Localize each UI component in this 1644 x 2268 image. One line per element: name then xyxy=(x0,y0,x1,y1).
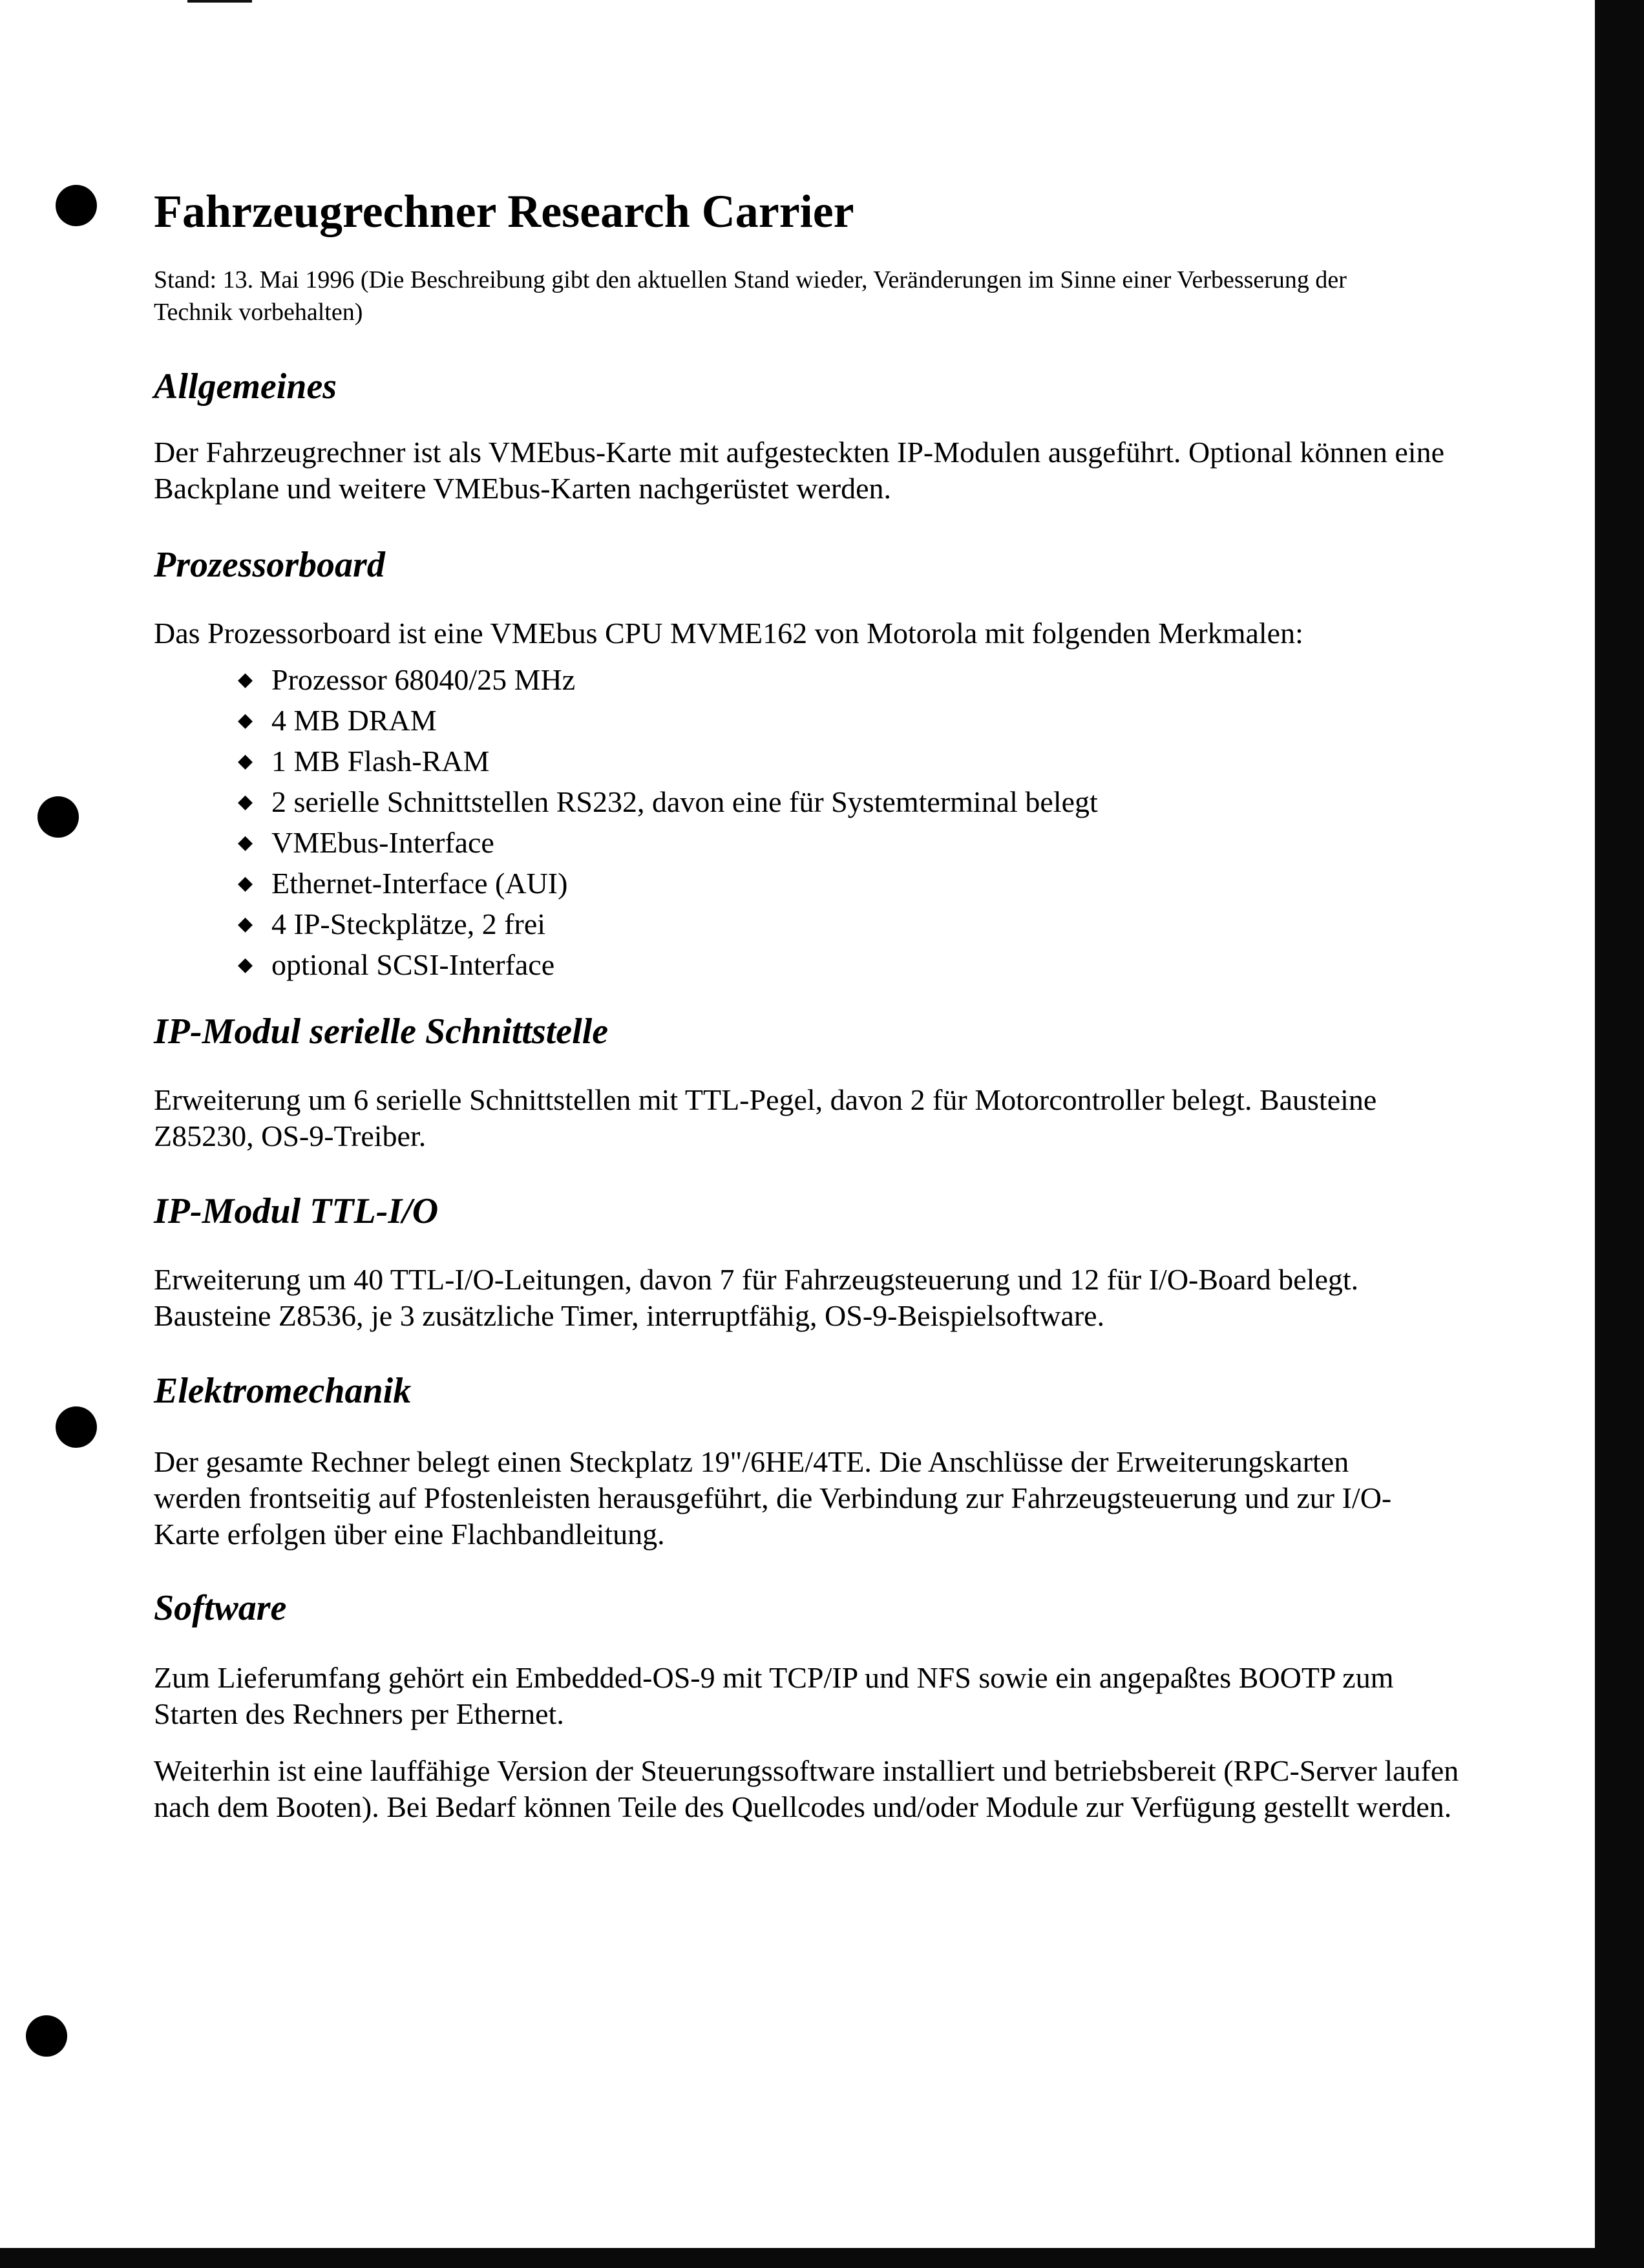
list-item-text: optional SCSI-Interface xyxy=(271,948,555,981)
paragraph-allgemeines: Der Fahrzeugrechner ist als VMEbus-Karte mit aufgesteckten IP-Modulen ausgeführt. Optional können eine Backplane und weitere VMEbus-Karten nachgerüstet werden. xyxy=(154,436,1445,505)
diamond-bullet-icon: ◆ xyxy=(238,669,253,690)
paragraph-software-1: Zum Lieferumfang gehört ein Embedded-OS-9 mit TCP/IP und NFS sowie ein angepaßtes BOOTP zum Starten des Rechners per Ethernet. xyxy=(154,1661,1394,1730)
diamond-bullet-icon: ◆ xyxy=(238,873,253,894)
list-item xyxy=(154,741,1098,781)
paragraph-elektromechanik: Der gesamte Rechner belegt einen Steckplatz 19"/6HE/4TE. Die Anschlüsse der Erweiterungskarten werden frontseitig auf Pfostenleisten herausgeführt, die Verbindung zur Fahrzeugsteuerung und zur I/O-Karte erfolgen über eine Flachbandleitung. xyxy=(154,1445,1392,1551)
punch-hole xyxy=(56,1406,97,1448)
list-item xyxy=(154,659,1098,700)
paragraph-ip-modul-seriell: Erweiterung um 6 serielle Schnittstellen mit TTL-Pegel, davon 2 für Motorcontroller belegt. Bausteine Z85230, OS-9-Treiber. xyxy=(154,1083,1377,1152)
diamond-bullet-icon: ◆ xyxy=(238,954,253,975)
paragraph-ip-modul-ttl: Erweiterung um 40 TTL-I/O-Leitungen, davon 7 für Fahrzeugsteuerung und 12 für I/O-Board belegt. Bausteine Z8536, je 3 zusätzliche Timer, interruptfähig, OS-9-Beispielsoftware. xyxy=(154,1263,1359,1332)
list-item xyxy=(154,781,1098,822)
diamond-bullet-icon: ◆ xyxy=(238,710,253,731)
heading-ip-modul-ttl: IP-Modul TTL-I/O xyxy=(154,1191,439,1231)
scan-edge-right xyxy=(1595,0,1644,2268)
list-item xyxy=(154,863,1098,904)
diamond-bullet-icon: ◆ xyxy=(238,750,253,772)
list-item xyxy=(154,944,1098,985)
status-note: Stand: 13. Mai 1996 (Die Beschreibung gibt den aktuellen Stand wieder, Veränderungen im Sinne einer Verbesserung der Technik vorbehalten) xyxy=(154,266,1347,326)
diamond-bullet-icon: ◆ xyxy=(238,913,253,935)
list-item xyxy=(154,822,1098,863)
scan-edge-bottom xyxy=(0,2248,1644,2268)
punch-hole xyxy=(37,796,79,838)
list-item xyxy=(154,904,1098,944)
punch-hole xyxy=(56,185,97,226)
list-item-text: 1 MB Flash-RAM xyxy=(271,745,490,778)
list-item-text: Prozessor 68040/25 MHz xyxy=(271,663,576,696)
list-item-text: 2 serielle Schnittstellen RS232, davon eine für Systemterminal belegt xyxy=(271,785,1098,818)
punch-hole xyxy=(26,2015,67,2057)
heading-allgemeines: Allgemeines xyxy=(154,366,337,407)
heading-ip-modul-seriell: IP-Modul serielle Schnittstelle xyxy=(154,1012,609,1052)
page-title: Fahrzeugrechner Research Carrier xyxy=(154,185,854,237)
list-item-text: VMEbus-Interface xyxy=(271,826,494,859)
heading-software: Software xyxy=(154,1588,287,1628)
paragraph-prozessorboard: Das Prozessorboard ist eine VMEbus CPU MVME162 von Motorola mit folgenden Merkmalen: xyxy=(154,617,1303,650)
heading-elektromechanik: Elektromechanik xyxy=(154,1371,412,1411)
list-item-text: 4 IP-Steckplätze, 2 frei xyxy=(271,907,546,940)
scan-mark xyxy=(187,0,252,3)
list-item xyxy=(154,700,1098,741)
list-item-text: Ethernet-Interface (AUI) xyxy=(271,867,568,900)
list-item-text: 4 MB DRAM xyxy=(271,704,437,737)
paragraph-software-2: Weiterhin ist eine lauffähige Version der Steuerungssoftware installiert und betriebsbereit (RPC-Server laufen nach dem Booten). Bei Bedarf können Teile des Quellcodes und/oder Module zur Verfügung gestellt werden. xyxy=(154,1754,1459,1823)
diamond-bullet-icon: ◆ xyxy=(238,832,253,853)
feature-list xyxy=(154,659,1098,985)
diamond-bullet-icon: ◆ xyxy=(238,791,253,812)
heading-prozessorboard: Prozessorboard xyxy=(154,545,385,585)
